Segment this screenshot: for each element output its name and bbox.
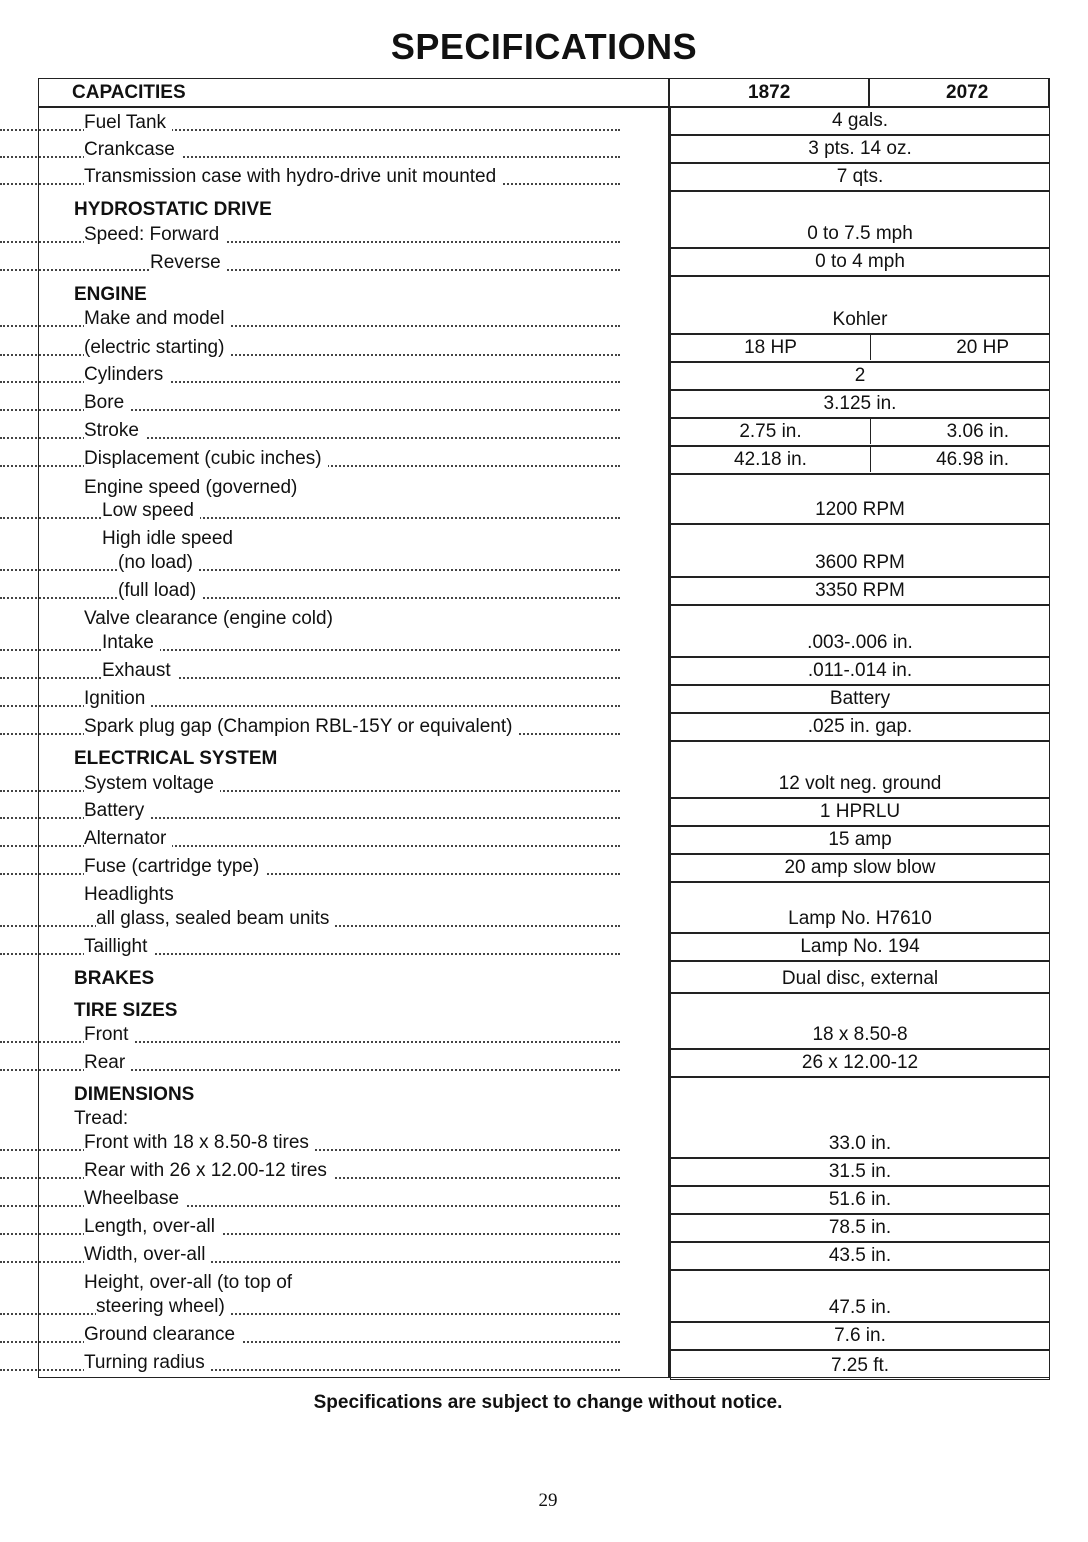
spec-label: Alternator bbox=[0, 826, 620, 852]
section-heading: DIMENSIONS bbox=[74, 1084, 195, 1105]
spec-value: Dual disc, external bbox=[670, 961, 1050, 993]
spec-value: Lamp No. 194 bbox=[670, 933, 1050, 961]
spec-label: Length, over-all bbox=[0, 1214, 620, 1240]
spec-label: Intake bbox=[0, 630, 620, 656]
header-model-1872: 1872 bbox=[748, 82, 791, 103]
spec-label: Front bbox=[0, 1022, 620, 1048]
spec-label: Cylinders bbox=[0, 362, 620, 388]
spec-label: Displacement (cubic inches) bbox=[0, 446, 620, 472]
spec-value: 7.6 in. bbox=[670, 1322, 1050, 1350]
spec-value: Kohler bbox=[670, 276, 1050, 334]
page-number: 29 bbox=[538, 1490, 558, 1511]
spec-label: Reverse bbox=[0, 250, 620, 276]
spec-label: Stroke bbox=[0, 418, 620, 444]
spec-value: 26 x 12.00-12 bbox=[670, 1049, 1050, 1077]
spec-value: 15 amp bbox=[670, 826, 1050, 854]
spec-subheading: Engine speed (governed) bbox=[84, 477, 298, 498]
spec-value: 47.5 in. bbox=[670, 1270, 1050, 1322]
spec-subheading: Height, over-all (to top of bbox=[84, 1272, 293, 1293]
spec-value: .003-.006 in. bbox=[670, 605, 1050, 657]
spec-label: Spark plug gap (Champion RBL-15Y or equivalent) bbox=[0, 714, 620, 740]
spec-value: 7.25 ft. bbox=[670, 1350, 1050, 1380]
spec-value: Lamp No. H7610 bbox=[670, 882, 1050, 933]
spec-label: (electric starting) bbox=[0, 335, 620, 361]
spec-label: Wheelbase bbox=[0, 1186, 620, 1212]
spec-value: 18 x 8.50-8 bbox=[670, 993, 1050, 1049]
section-heading: HYDROSTATIC DRIVE bbox=[74, 199, 272, 220]
spec-value: 51.6 in. bbox=[670, 1186, 1050, 1214]
spec-subheading: High idle speed bbox=[102, 528, 233, 549]
spec-label: Fuel Tank bbox=[0, 110, 620, 136]
spec-value: 78.5 in. bbox=[670, 1214, 1050, 1242]
spec-value: 1 HPRLU bbox=[670, 798, 1050, 826]
spec-value: 2.75 in. 3.06 in. bbox=[670, 418, 1050, 446]
header-capacities: CAPACITIES bbox=[72, 82, 186, 103]
spec-value: 3.125 in. bbox=[670, 390, 1050, 418]
spec-subheading: Tread: bbox=[74, 1108, 129, 1129]
spec-value: Battery bbox=[670, 685, 1050, 713]
spec-value: 1200 RPM bbox=[670, 474, 1050, 524]
spec-label: Crankcase bbox=[0, 137, 620, 163]
spec-value: 3 pts. 14 oz. bbox=[670, 135, 1050, 163]
spec-label: Taillight bbox=[0, 934, 620, 960]
spec-value: 3350 RPM bbox=[670, 577, 1050, 605]
spec-value: 12 volt neg. ground bbox=[670, 741, 1050, 798]
spec-label: Width, over-all bbox=[0, 1242, 620, 1268]
spec-label: Rear with 26 x 12.00-12 tires bbox=[0, 1158, 620, 1184]
model-divider bbox=[868, 78, 870, 107]
spec-value: 2 bbox=[670, 362, 1050, 390]
spec-value: 3600 RPM bbox=[670, 524, 1050, 577]
spec-label: Bore bbox=[0, 390, 620, 416]
spec-label: Ground clearance bbox=[0, 1322, 620, 1348]
spec-label: Fuse (cartridge type) bbox=[0, 854, 620, 880]
spec-label: all glass, sealed beam units bbox=[0, 906, 620, 932]
spec-value: 20 amp slow blow bbox=[670, 854, 1050, 882]
spec-label: Battery bbox=[0, 798, 620, 824]
spec-label: (full load) bbox=[0, 578, 620, 604]
spec-label: System voltage bbox=[0, 771, 620, 797]
header-model-2072: 2072 bbox=[946, 82, 989, 103]
spec-value: 18 HP 20 HP bbox=[670, 334, 1050, 362]
section-heading: ELECTRICAL SYSTEM bbox=[74, 748, 278, 769]
spec-label: Ignition bbox=[0, 686, 620, 712]
spec-subheading: Headlights bbox=[84, 884, 174, 905]
spec-value: 7 qts. bbox=[670, 163, 1050, 191]
spec-label: Rear bbox=[0, 1050, 620, 1076]
spec-label: Make and model bbox=[0, 306, 620, 332]
spec-value: .025 in. gap. bbox=[670, 713, 1050, 741]
spec-label: Turning radius bbox=[0, 1350, 620, 1376]
spec-value: 0 to 4 mph bbox=[670, 248, 1050, 276]
spec-value: 42.18 in. 46.98 in. bbox=[670, 446, 1050, 474]
spec-value: 43.5 in. bbox=[670, 1242, 1050, 1270]
spec-value: 33.0 in. bbox=[670, 1077, 1050, 1158]
spec-value: 4 gals. bbox=[670, 107, 1050, 135]
section-heading: ENGINE bbox=[74, 284, 147, 305]
spec-label: Transmission case with hydro-drive unit mounted bbox=[0, 164, 620, 190]
page-title: SPECIFICATIONS bbox=[390, 26, 698, 67]
spec-label: Front with 18 x 8.50-8 tires bbox=[0, 1130, 620, 1156]
spec-value: 31.5 in. bbox=[670, 1158, 1050, 1186]
spec-label: (no load) bbox=[0, 550, 620, 576]
right-border-top bbox=[1048, 78, 1050, 107]
spec-label: Low speed bbox=[0, 498, 620, 524]
section-heading: BRAKES bbox=[74, 968, 155, 989]
spec-label: steering wheel) bbox=[0, 1294, 620, 1320]
spec-label: Speed: Forward bbox=[0, 222, 620, 248]
spec-subheading: Valve clearance (engine cold) bbox=[84, 608, 333, 629]
spec-value: .011-.014 in. bbox=[670, 657, 1050, 685]
section-heading: TIRE SIZES bbox=[74, 1000, 178, 1021]
spec-label: Exhaust bbox=[0, 658, 620, 684]
spec-value: 0 to 7.5 mph bbox=[670, 191, 1050, 248]
footnote: Specifications are subject to change without notice. bbox=[313, 1392, 783, 1413]
